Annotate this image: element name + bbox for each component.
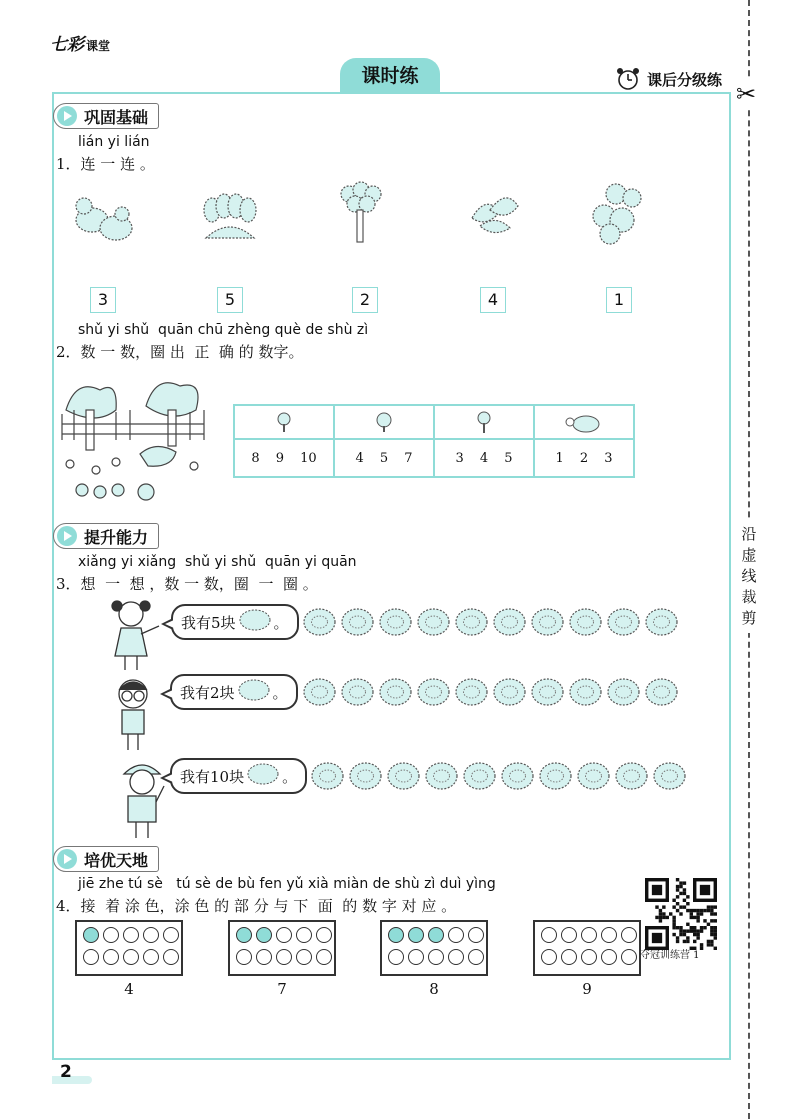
count-column: [435, 406, 535, 476]
tulips-picture: [200, 192, 260, 242]
cookie-icon: [238, 608, 272, 636]
cookie-icon[interactable]: [493, 607, 526, 641]
cookie-icon[interactable]: [569, 677, 602, 711]
page-title: 课时练: [340, 58, 440, 92]
cookie-icon[interactable]: [607, 607, 640, 641]
color-circle[interactable]: [428, 927, 444, 943]
speech-bubble: 我有10块 。: [170, 758, 307, 794]
color-circle[interactable]: [621, 927, 637, 943]
cookie-icon[interactable]: [379, 677, 412, 711]
cookie-icon[interactable]: [303, 607, 336, 641]
cookie-row: [303, 677, 678, 711]
color-circle[interactable]: [143, 949, 159, 965]
color-circle[interactable]: [83, 927, 99, 943]
count-options[interactable]: 8 9 10: [251, 450, 317, 466]
color-circle[interactable]: [236, 927, 252, 943]
flower-icon: [373, 411, 395, 433]
cookie-icon[interactable]: [531, 677, 564, 711]
cookie-icon[interactable]: [615, 761, 648, 795]
cookie-icon[interactable]: [387, 761, 420, 795]
q1-pinyin: lián yi lián: [78, 134, 150, 150]
speech-bubble: 我有2块 。: [170, 674, 298, 710]
color-circle[interactable]: [561, 927, 577, 943]
cookie-icon[interactable]: [607, 677, 640, 711]
color-circle[interactable]: [316, 927, 332, 943]
color-circle[interactable]: [296, 949, 312, 965]
color-circle[interactable]: [448, 927, 464, 943]
color-circle[interactable]: [541, 949, 557, 965]
circle-grid[interactable]: [533, 920, 641, 976]
cookie-icon[interactable]: [653, 761, 686, 795]
q2-text: 2．数 一 数，圈 出 正 确 的 数字。: [56, 343, 304, 361]
q2-pinyin: shǔ yi shǔ quān chū zhèng què de shù zì: [78, 322, 369, 338]
scissors-icon: ✂: [736, 80, 757, 108]
cookie-row: [303, 607, 678, 641]
q1-number-box[interactable]: 3: [90, 287, 116, 313]
color-circle[interactable]: [276, 927, 292, 943]
color-circle[interactable]: [541, 927, 557, 943]
count-column: [335, 406, 435, 476]
color-circle[interactable]: [163, 949, 179, 965]
count-options[interactable]: 3 4 5: [455, 450, 513, 466]
cookie-icon[interactable]: [539, 761, 572, 795]
color-circle[interactable]: [561, 949, 577, 965]
q3-text: 3．想 一 想 ，数 一 数，圈 一 圈 。: [56, 575, 318, 593]
girl-picture: [105, 596, 161, 672]
speech-bubble: 我有5块 。: [171, 604, 299, 640]
after-class-label: 课后分级练: [615, 66, 722, 92]
cookie-icon[interactable]: [425, 761, 458, 795]
section-advanced: 培优天地: [53, 846, 159, 872]
q4-pinyin: jiē zhe tú sè tú sè de bù fen yǔ xià miàn de shù zì duì yìng: [78, 876, 496, 892]
count-column: [235, 406, 335, 476]
cookie-icon[interactable]: [303, 677, 336, 711]
cookie-icon[interactable]: [417, 677, 450, 711]
play-icon: [57, 526, 77, 546]
turtle-icon: [564, 410, 604, 434]
page-number: 2: [60, 1062, 72, 1082]
qr-caption: 夺冠训练营 1: [640, 950, 700, 961]
count-options[interactable]: 4 5 7: [355, 450, 413, 466]
target-number: 7: [277, 980, 287, 998]
q1-number-box[interactable]: 2: [352, 287, 378, 313]
tree-icon: [273, 411, 295, 433]
circle-grid[interactable]: [228, 920, 336, 976]
color-circle[interactable]: [388, 949, 404, 965]
cookie-icon[interactable]: [645, 607, 678, 641]
color-circle[interactable]: [123, 927, 139, 943]
alarm-clock-icon: [615, 66, 641, 92]
section-basics: 巩固基础: [53, 103, 159, 129]
cookie-row: [311, 761, 686, 795]
color-circle[interactable]: [581, 949, 597, 965]
count-column: [535, 406, 633, 476]
color-circle[interactable]: [163, 927, 179, 943]
color-circle[interactable]: [468, 927, 484, 943]
q3-pinyin: xiǎng yi xiǎng shǔ yi shǔ quān yi quān: [78, 554, 357, 570]
page-number-decoration: [52, 1076, 92, 1084]
cookie-icon[interactable]: [341, 677, 374, 711]
cookie-icon[interactable]: [569, 607, 602, 641]
color-circle[interactable]: [388, 927, 404, 943]
color-circle[interactable]: [143, 927, 159, 943]
boy-glasses-picture: [108, 672, 158, 752]
q1-number-box[interactable]: 4: [480, 287, 506, 313]
cookie-icon[interactable]: [455, 607, 488, 641]
cookie-icon[interactable]: [341, 607, 374, 641]
cookie-icon[interactable]: [531, 607, 564, 641]
cookie-icon[interactable]: [379, 607, 412, 641]
q1-number-box[interactable]: 1: [606, 287, 632, 313]
color-circle[interactable]: [468, 949, 484, 965]
color-circle[interactable]: [103, 949, 119, 965]
cookie-icon[interactable]: [645, 677, 678, 711]
leaves-picture: [466, 188, 522, 238]
q1-text: 1．连 一 连 。: [56, 155, 155, 173]
color-circle[interactable]: [256, 949, 272, 965]
cookie-icon[interactable]: [417, 607, 450, 641]
play-icon: [57, 106, 77, 126]
cookie-icon[interactable]: [493, 677, 526, 711]
section-improve: 提升能力: [53, 523, 159, 549]
cookie-icon[interactable]: [455, 677, 488, 711]
target-number: 9: [582, 980, 592, 998]
brand-logo: 七彩 课堂: [50, 35, 111, 55]
cookie-icon: [237, 678, 271, 706]
color-circle[interactable]: [236, 949, 252, 965]
scene-picture: [56, 370, 214, 510]
color-circle[interactable]: [123, 949, 139, 965]
color-circle[interactable]: [408, 927, 424, 943]
color-circle[interactable]: [448, 949, 464, 965]
cookie-icon[interactable]: [463, 761, 496, 795]
color-circle[interactable]: [296, 927, 312, 943]
target-number: 4: [124, 980, 134, 998]
circle-grid[interactable]: [380, 920, 488, 976]
boy-cap-picture: [116, 756, 168, 840]
color-circle[interactable]: [408, 949, 424, 965]
birds-picture: [70, 192, 136, 246]
cookie-icon[interactable]: [349, 761, 382, 795]
cookie-icon[interactable]: [501, 761, 534, 795]
color-circle[interactable]: [581, 927, 597, 943]
color-circle[interactable]: [601, 949, 617, 965]
lollipop-tree-icon: [473, 411, 495, 433]
cookie-icon: [246, 762, 280, 790]
circle-grid[interactable]: [75, 920, 183, 976]
q1-number-box[interactable]: 5: [217, 287, 243, 313]
color-circle[interactable]: [601, 927, 617, 943]
target-number: 8: [429, 980, 439, 998]
color-circle[interactable]: [83, 949, 99, 965]
color-circle[interactable]: [103, 927, 119, 943]
count-table: [233, 404, 635, 478]
cut-instruction: 沿虚线裁剪: [739, 520, 759, 633]
color-circle[interactable]: [621, 949, 637, 965]
q4-text: 4．接 着 涂 色，涂 色 的 部 分 与 下 面 的 数 字 对 应 。: [56, 897, 457, 915]
cookie-icon[interactable]: [311, 761, 344, 795]
balloons-picture: [588, 180, 652, 246]
color-circle[interactable]: [276, 949, 292, 965]
count-options[interactable]: 1 2 3: [555, 450, 613, 466]
color-circle[interactable]: [428, 949, 444, 965]
cookie-icon[interactable]: [577, 761, 610, 795]
color-circle[interactable]: [316, 949, 332, 965]
qr-code[interactable]: [645, 878, 717, 950]
play-icon: [57, 849, 77, 869]
flower-tree-picture: [335, 180, 385, 244]
color-circle[interactable]: [256, 927, 272, 943]
